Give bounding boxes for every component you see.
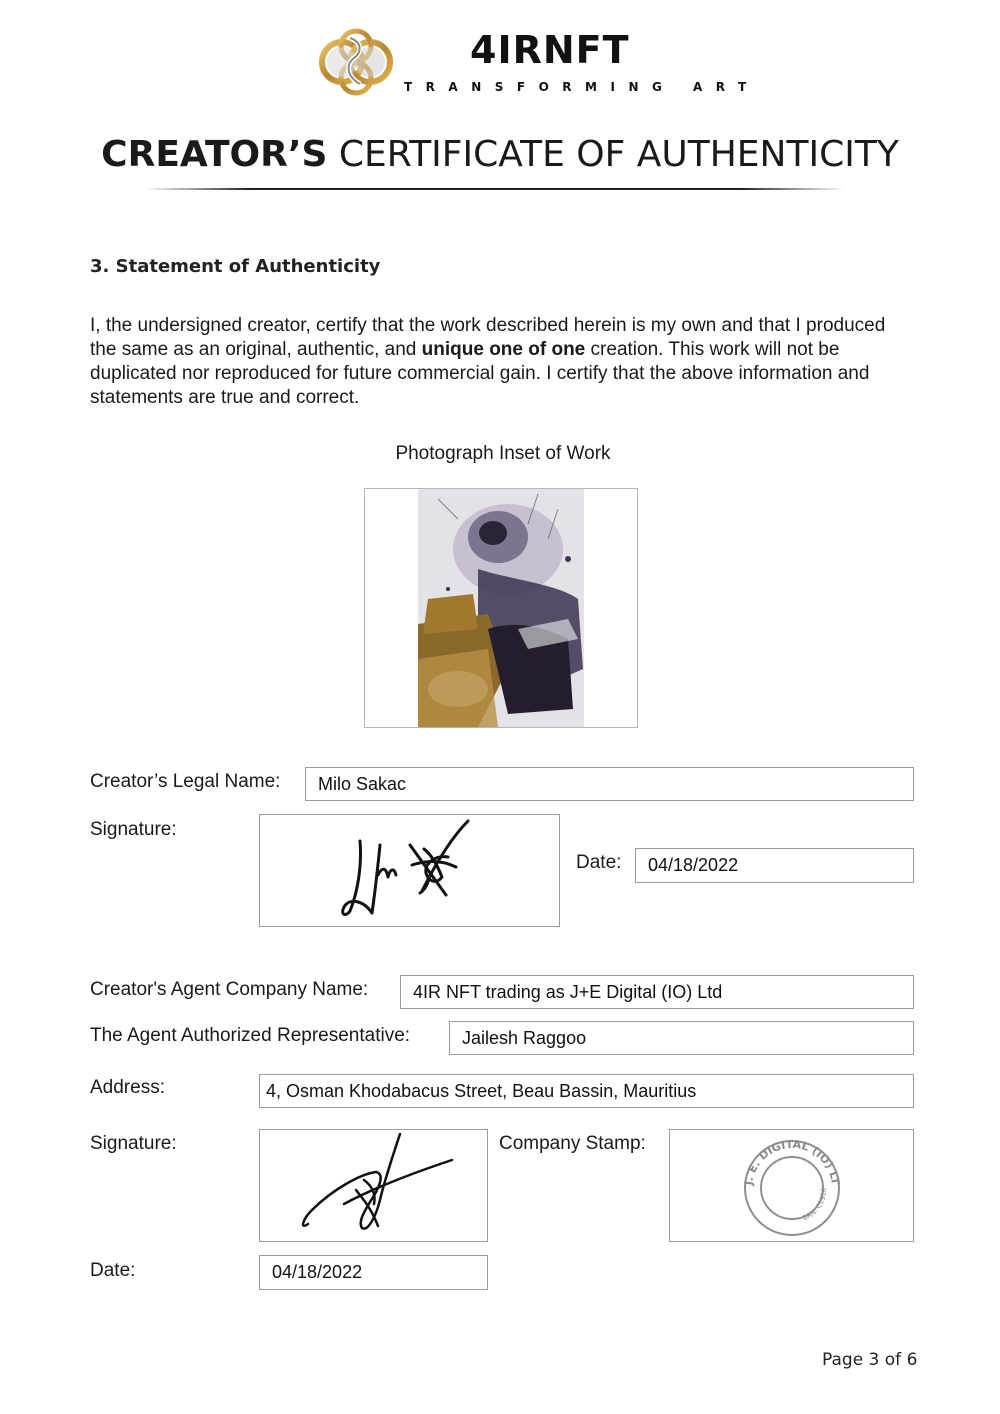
- statement-text-before: I, the undersigned creator, certify that the work described herein is my own and that I produced the same as an original, authentic, and: [90, 315, 886, 360]
- creator-date-field[interactable]: 04/18/2022: [635, 848, 914, 883]
- title-bold: CREATOR’S: [101, 134, 328, 175]
- agent-company-label: Creator's Agent Company Name:: [90, 979, 369, 1000]
- stamp-text: J. E. DIGITAL (IO) LT: [742, 1137, 842, 1186]
- artwork-image: [418, 489, 584, 727]
- statement-paragraph: [90, 314, 900, 410]
- statement-text-bold: unique one of one: [421, 339, 586, 360]
- agent-signature-box[interactable]: [259, 1129, 488, 1242]
- brand-name: 4IRNFT: [470, 28, 630, 72]
- address-label: Address:: [90, 1077, 165, 1098]
- brand-tagline: TRANSFORMING ART: [404, 80, 760, 94]
- agent-signature-label: Signature:: [90, 1133, 177, 1154]
- agent-signature-image: [260, 1130, 487, 1241]
- company-stamp-label: Company Stamp:: [499, 1133, 646, 1154]
- creator-signature-box[interactable]: [259, 814, 560, 927]
- company-stamp-box: [669, 1129, 914, 1242]
- agent-date-field[interactable]: 04/18/2022: [259, 1255, 488, 1290]
- creator-name-field[interactable]: Milo Sakac: [305, 767, 914, 801]
- section-heading: 3. Statement of Authenticity: [90, 256, 381, 277]
- agent-rep-field[interactable]: Jailesh Raggoo: [449, 1021, 914, 1055]
- agent-rep-label: The Agent Authorized Representative:: [90, 1025, 411, 1046]
- title-divider: [145, 188, 845, 190]
- creator-signature-label: Signature:: [90, 819, 177, 840]
- photo-caption: Photograph Inset of Work: [395, 443, 611, 464]
- creator-name-label: Creator’s Legal Name:: [90, 771, 281, 792]
- address-field[interactable]: 4, Osman Khodabacus Street, Beau Bassin, Mauritius: [259, 1074, 914, 1108]
- statement-text-after: creation. This work will not be duplicated nor reproduced for future commercial gain. I certify that the above information and statements are true and correct.: [90, 339, 870, 408]
- page-number: Page 3 of 6: [822, 1350, 918, 1370]
- company-stamp-image: [670, 1130, 913, 1241]
- agent-company-field[interactable]: 4IR NFT trading as J+E Digital (IO) Ltd: [400, 975, 914, 1009]
- certificate-title: [0, 134, 1000, 175]
- artwork-photo-frame: [364, 488, 638, 728]
- title-rest: CERTIFICATE OF AUTHENTICITY: [327, 134, 899, 175]
- brand-logo: [316, 22, 396, 102]
- svg-text:J. E. DIGITAL (IO) LTD.: [670, 1130, 842, 1187]
- agent-date-label: Date:: [90, 1260, 136, 1281]
- creator-signature-image: [260, 815, 559, 926]
- stamp-brn: BRN: C1916: [801, 1187, 829, 1223]
- creator-date-label: Date:: [576, 852, 622, 873]
